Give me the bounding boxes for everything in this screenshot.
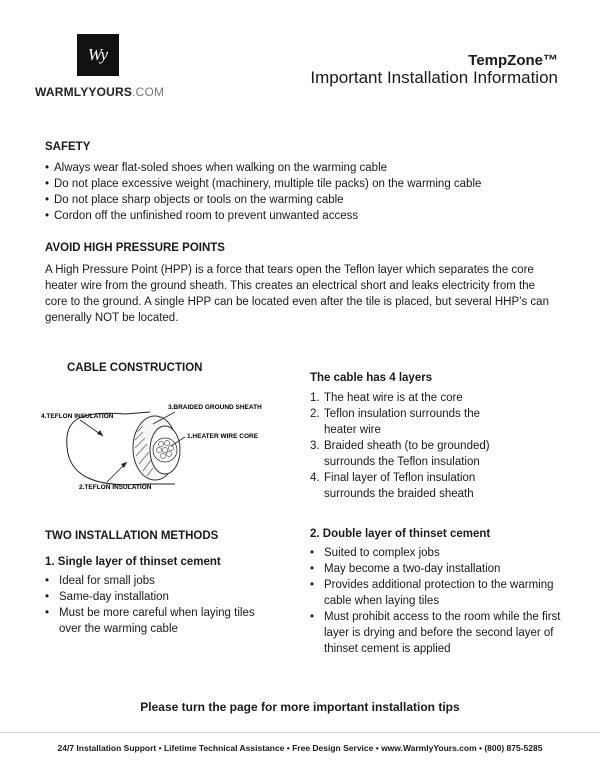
- footer-divider: [0, 732, 600, 733]
- list-text: Final layer of Teflon insulation surrounds the braided sheath: [324, 472, 476, 500]
- cable-jacket-top: [125, 412, 150, 414]
- list-text: Teflon insulation surrounds the heater wire: [324, 408, 480, 436]
- page-subtitle: Important Installation Information: [310, 68, 558, 87]
- list-text: Braided sheath (to be grounded) surrounds the Teflon insulation: [324, 440, 490, 468]
- safety-heading: SAFETY: [45, 141, 91, 153]
- label-teflon-inner: 2.TEFLON INSULATION: [79, 484, 152, 491]
- list-item: • Must be more careful when laying tiles over the warming cable: [45, 605, 275, 637]
- list-number: 2.: [310, 408, 320, 420]
- layers-list: [310, 390, 510, 502]
- label-heater-core: 1.HEATER WIRE CORE: [187, 433, 259, 440]
- list-item: • Same-day installation: [45, 589, 275, 605]
- list-item: • Provides additional protection to the warming cable when laying tiles: [310, 577, 575, 609]
- arrowhead-4: [97, 430, 103, 436]
- logo-mark: [77, 34, 119, 76]
- hpp-heading: AVOID HIGH PRESSURE POINTS: [45, 242, 225, 254]
- list-item: • Must prohibit access to the room while the first layer is drying and before the second layer of thinset cement is applied: [310, 609, 575, 657]
- double-method-title: 2. Double layer of thinset cement: [310, 528, 491, 540]
- page-title: TempZone™: [468, 52, 558, 69]
- hpp-paragraph: A High Pressure Point (HPP) is a force that tears open the Teflon layer which separates the core heater wire from the ground sheath. This creates an electrical short and leaks electricity from the core to the ground. A single HPP can be located even after the tile is placed, but several HHP’s can generally NOT be located.: [45, 264, 549, 324]
- single-method-list: [45, 573, 275, 637]
- turn-page-note: Please turn the page for more important installation tips: [140, 700, 460, 714]
- list-item: • Cordon off the unfinished room to prevent unwanted access: [45, 208, 565, 224]
- list-number: 3.: [310, 440, 320, 452]
- list-item: • Always wear flat-soled shoes when walking on the warming cable: [45, 160, 565, 176]
- cable-diagram: [35, 392, 275, 502]
- cable-heading: CABLE CONSTRUCTION: [67, 362, 203, 374]
- logo-wordmark: [35, 85, 164, 99]
- list-item: • May become a two-day installation: [310, 561, 575, 577]
- list-item: [310, 406, 510, 438]
- list-item: • Ideal for small jobs: [45, 573, 275, 589]
- label-braided-sheath: 3.BRAIDED GROUND SHEATH: [168, 404, 262, 411]
- label-teflon-outer: 4.TEFLON INSULATION: [41, 413, 114, 420]
- single-method-title: 1. Single layer of thinset cement: [45, 556, 221, 568]
- safety-list: [45, 160, 565, 224]
- list-item: [310, 390, 510, 406]
- list-item: • Do not place excessive weight (machinery, multiple tile packs) on the warming cable: [45, 176, 565, 192]
- footer-contact: 24/7 Installation Support • Lifetime Technical Assistance • Free Design Service • www.WarmlyYours.com • (800) 875-5285: [57, 743, 543, 753]
- list-number: 1.: [310, 392, 320, 404]
- double-method-list: [310, 545, 575, 657]
- logo-domain: .COM: [132, 85, 165, 99]
- layers-heading: The cable has 4 layers: [310, 372, 433, 384]
- list-item: [310, 470, 510, 502]
- logo-brand: WARMLYYOURS: [35, 85, 133, 99]
- logo-mark-text: Wy: [87, 45, 109, 64]
- list-item: • Suited to complex jobs: [310, 545, 575, 561]
- list-item: [310, 438, 510, 470]
- list-text: The heat wire is at the core: [324, 392, 463, 404]
- list-number: 4.: [310, 472, 320, 484]
- list-item: • Do not place sharp objects or tools on the warming cable: [45, 192, 565, 208]
- methods-heading: TWO INSTALLATION METHODS: [45, 530, 219, 542]
